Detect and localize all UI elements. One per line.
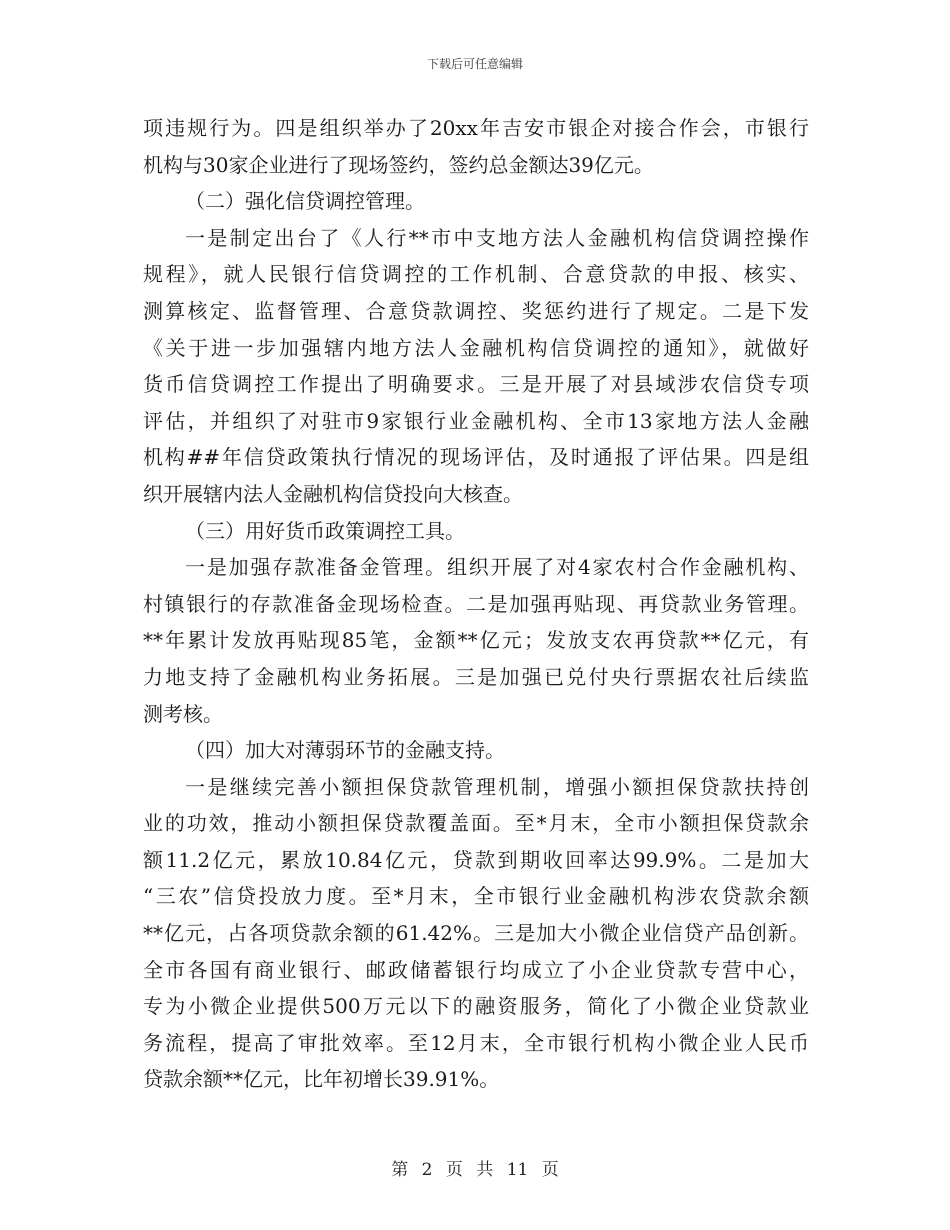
text-line: 《关于进一步加强辖内地方法人金融机构信贷调控的通知》，就做好 bbox=[143, 335, 809, 360]
text-line: 机构与30家企业进行了现场签约，签约总金额达39亿元。 bbox=[143, 152, 654, 177]
text-line: “三农”信贷投放力度。至*月末，全市银行业金融机构涉农贷款余额 bbox=[143, 884, 809, 909]
section-heading: （三）用好货币政策调控工具。 bbox=[185, 518, 465, 543]
page-label-ye: 页 bbox=[445, 1160, 463, 1180]
text-line: 测算核定、监督管理、合意贷款调控、奖惩约进行了规定。二是下发 bbox=[143, 298, 809, 323]
text-line: 力地支持了金融机构业务拓展。三是加强已兑付央行票据农社后续监 bbox=[143, 664, 809, 689]
text-line: **年累计发放再贴现85笔，金额**亿元；发放支农再贷款**亿元，有 bbox=[143, 628, 809, 653]
text-line: 村镇银行的存款准备金现场检查。二是加强再贴现、再贷款业务管理。 bbox=[143, 591, 809, 616]
text-line: 务流程，提高了审批效率。至12月末，全市银行机构小微企业人民币 bbox=[143, 1030, 809, 1055]
page-label-gong: 共 bbox=[476, 1160, 494, 1180]
paragraph-first-line: 一是继续完善小额担保贷款管理机制，增强小额担保贷款扶持创 bbox=[185, 774, 809, 799]
text-line: 全市各国有商业银行、邮政储蓄银行均成立了小企业贷款专营中心， bbox=[143, 957, 809, 982]
document-body bbox=[143, 110, 809, 1098]
text-line: 货币信贷调控工作提出了明确要求。三是开展了对县域涉农信贷专项 bbox=[143, 372, 809, 397]
section-heading: （二）强化信贷调控管理。 bbox=[185, 189, 425, 214]
page-label-di: 第 bbox=[391, 1160, 409, 1180]
text-line: 机构##年信贷政策执行情况的现场评估，及时通报了评估果。四是组 bbox=[143, 445, 809, 470]
total-page-number: 11 bbox=[506, 1160, 529, 1180]
page-label-ye: 页 bbox=[541, 1160, 559, 1180]
paragraph-first-line: 一是制定出台了《人行**市中支地方法人金融机构信贷调控操作 bbox=[185, 225, 809, 250]
current-page-number: 2 bbox=[421, 1160, 433, 1180]
page-footer bbox=[0, 1155, 950, 1180]
text-line: 额11.2亿元，累放10.84亿元，贷款到期收回率达99.9%。二是加大 bbox=[143, 847, 809, 872]
text-line: 评估，并组织了对驻市9家银行业金融机构、全市13家地方法人金融 bbox=[143, 408, 809, 433]
page-header: 下载后可任意编辑 bbox=[426, 57, 523, 71]
text-line: 规程》，就人民银行信贷调控的工作机制、合意贷款的申报、核实、 bbox=[143, 262, 809, 287]
section-heading: （四）加大对薄弱环节的金融支持。 bbox=[185, 738, 505, 763]
text-line: 业的功效，推动小额担保贷款覆盖面。至*月末，全市小额担保贷款余 bbox=[143, 811, 809, 836]
text-line: 织开展辖内法人金融机构信贷投向大核查。 bbox=[143, 481, 523, 506]
text-line: **亿元，占各项贷款余额的61.42%。三是加大小微企业信贷产品创新。 bbox=[143, 921, 809, 946]
paragraph-first-line: 一是加强存款准备金管理。组织开展了对4家农村合作金融机构、 bbox=[185, 555, 809, 580]
text-line: 贷款余额**亿元，比年初增长39.91%。 bbox=[143, 1067, 500, 1092]
text-line: 测考核。 bbox=[143, 701, 223, 726]
text-line: 专为小微企业提供500万元以下的融资服务，简化了小微企业贷款业 bbox=[143, 994, 809, 1019]
text-line: 项违规行为。四是组织举办了20xx年吉安市银企对接合作会，市银行 bbox=[143, 116, 809, 140]
